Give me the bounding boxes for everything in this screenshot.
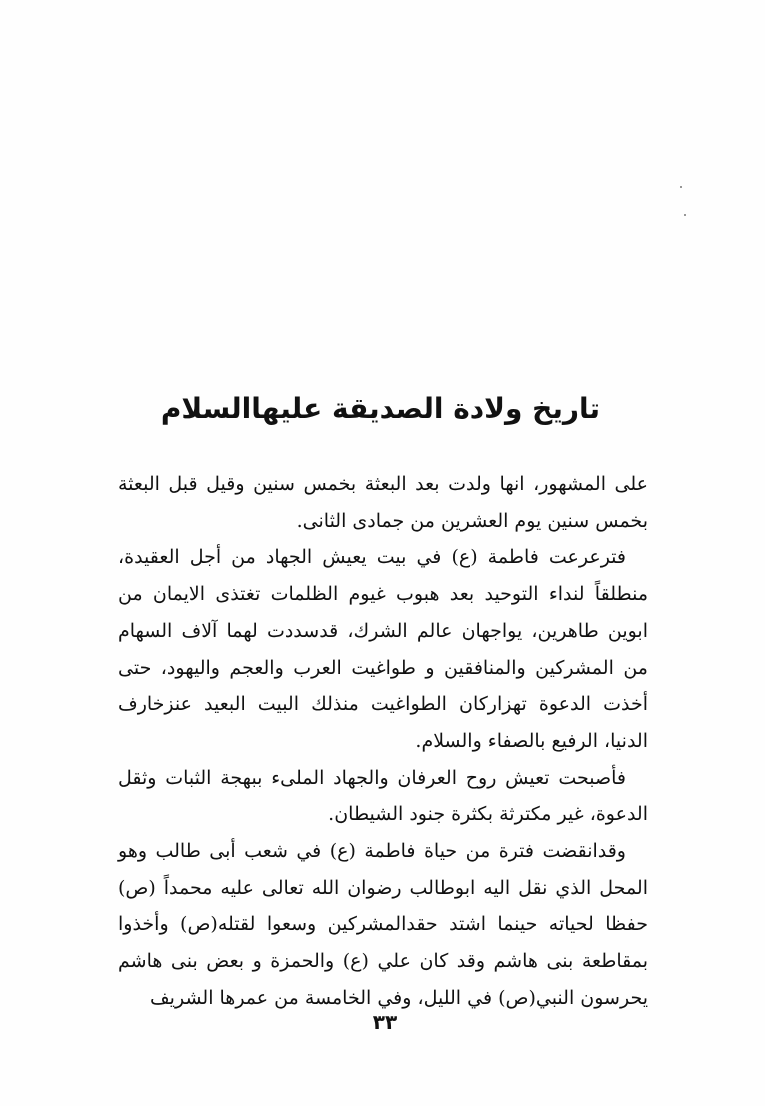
paragraph-3: فأصبحت تعيش روح العرفان والجهاد الملىء ببهجة الثبات وثقل الدعوة، غير مكترثة بكثرة جنود الشيطان.	[118, 766, 648, 826]
chapter-title: تاريخ ولادة الصديقة عليهاالسلام	[160, 392, 600, 425]
paragraph-4: وقدانقضت فترة من حياة فاطمة (ع) في شعب أبى طالب وهو المحل الذي نقل اليه ابوطالب رضوان الله تعالى عليه محمداً (ص) حفظا لحياته حينما اشتد حقدالمشركين وسعوا لقتله(ص) وأخذوا بمقاطعة بنى هاشم وقد كان علي (ع) والحمزة و بعض بنى هاشم يحرسون النبي(ص) في الليل، وفي الخامسة من عمرها الشريف	[118, 840, 648, 1009]
print-speck	[680, 186, 682, 188]
body-text	[118, 466, 648, 1017]
print-speck	[684, 214, 686, 216]
paragraph-1: على المشهور، انها ولدت بعد البعثة بخمس سنين وقيل قبل البعثة بخمس سنين يوم العشرين من جمادى الثانى.	[118, 473, 648, 532]
paragraph-2: فترعرعت فاطمة (ع) في بيت يعيش الجهاد من أجل العقيدة، منطلقاً لنداء التوحيد بعد هبوب غيوم الظلمات تغتذى الايمان من ابوين طاهرين، يواجهان عالم الشرك، قدسددت لهما آلاف السهام من المشركين والمنافقين و طواغيت العرب والعجم واليهود، حتى أخذت الدعوة تهزاركان الطواغيت منذلك البيت البعيد عنزخارف الدنيا، الرفيع بالصفاء والسلام.	[118, 546, 648, 752]
page-number: ٣٣	[372, 1010, 398, 1034]
